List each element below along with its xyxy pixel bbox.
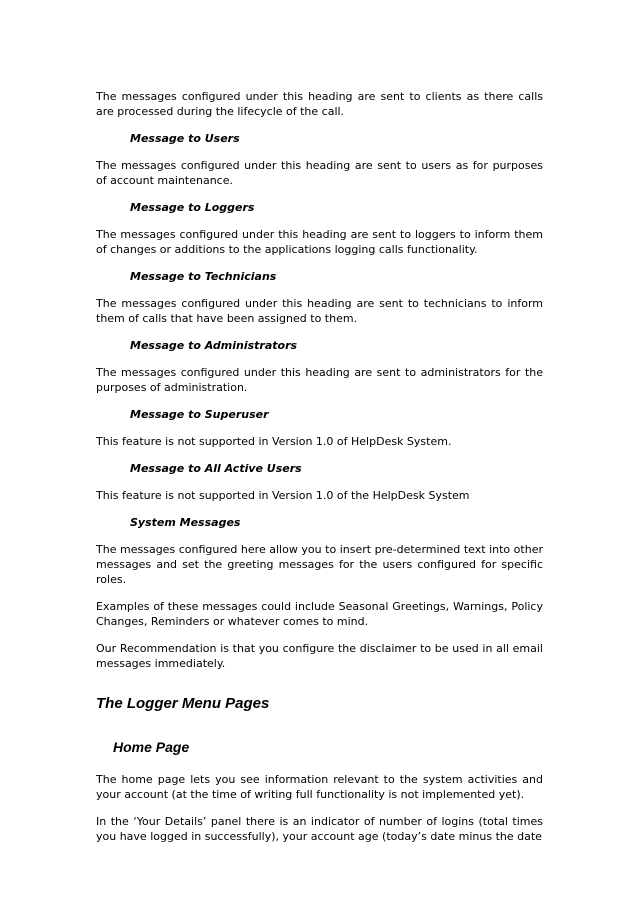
- heading-system-messages: System Messages: [130, 516, 241, 529]
- paragraph-superuser-messages: This feature is not supported in Version 1.0 of HelpDesk System.: [96, 435, 452, 448]
- heading-message-to-technicians: Message to Technicians: [130, 270, 277, 283]
- heading-message-to-loggers: Message to Loggers: [130, 201, 255, 214]
- heading-message-to-superuser: Message to Superuser: [130, 408, 269, 421]
- heading-message-to-users: Message to Users: [130, 132, 240, 145]
- paragraph-recommendation: Our Recommendation is that you configure the disclaimer to be used in all email messages immediately.: [96, 642, 543, 670]
- paragraph-your-details-panel: In the ‘Your Details’ panel there is an indicator of number of logins (total times you have logged in successfully), your account age (today’s date minus the date: [96, 815, 543, 843]
- document-body: [96, 89, 543, 856]
- heading-message-to-all-active-users: Message to All Active Users: [130, 462, 302, 475]
- paragraph-logger-messages: The messages configured under this heading are sent to loggers to inform them of changes or additions to the applications logging calls functionality.: [96, 228, 543, 256]
- heading-message-to-administrators: Message to Administrators: [130, 339, 298, 352]
- paragraph-message-examples: Examples of these messages could include Seasonal Greetings, Warnings, Policy Changes, Reminders or whatever comes to mind.: [96, 600, 543, 628]
- paragraph-home-page-info: The home page lets you see information relevant to the system activities and your account (at the time of writing full functionality is not implemented yet).: [96, 773, 543, 801]
- paragraph-system-messages: The messages configured here allow you to insert pre-determined text into other messages and set the greeting messages for the users configured for specific roles.: [96, 543, 543, 586]
- subsection-title-home-page: Home Page: [113, 739, 190, 755]
- paragraph-technician-messages: The messages configured under this heading are sent to technicians to inform them of calls that have been assigned to them.: [96, 297, 543, 325]
- paragraph-administrator-messages: The messages configured under this heading are sent to administrators for the purposes of administration.: [96, 366, 543, 394]
- paragraph-user-messages: The messages configured under this heading are sent to users as for purposes of account maintenance.: [96, 159, 543, 187]
- paragraph-client-messages: The messages configured under this heading are sent to clients as there calls are processed during the lifecycle of the call.: [96, 90, 543, 118]
- section-title-logger-menu-pages: The Logger Menu Pages: [96, 695, 270, 712]
- paragraph-all-active-users: This feature is not supported in Version 1.0 of the HelpDesk System: [96, 489, 470, 502]
